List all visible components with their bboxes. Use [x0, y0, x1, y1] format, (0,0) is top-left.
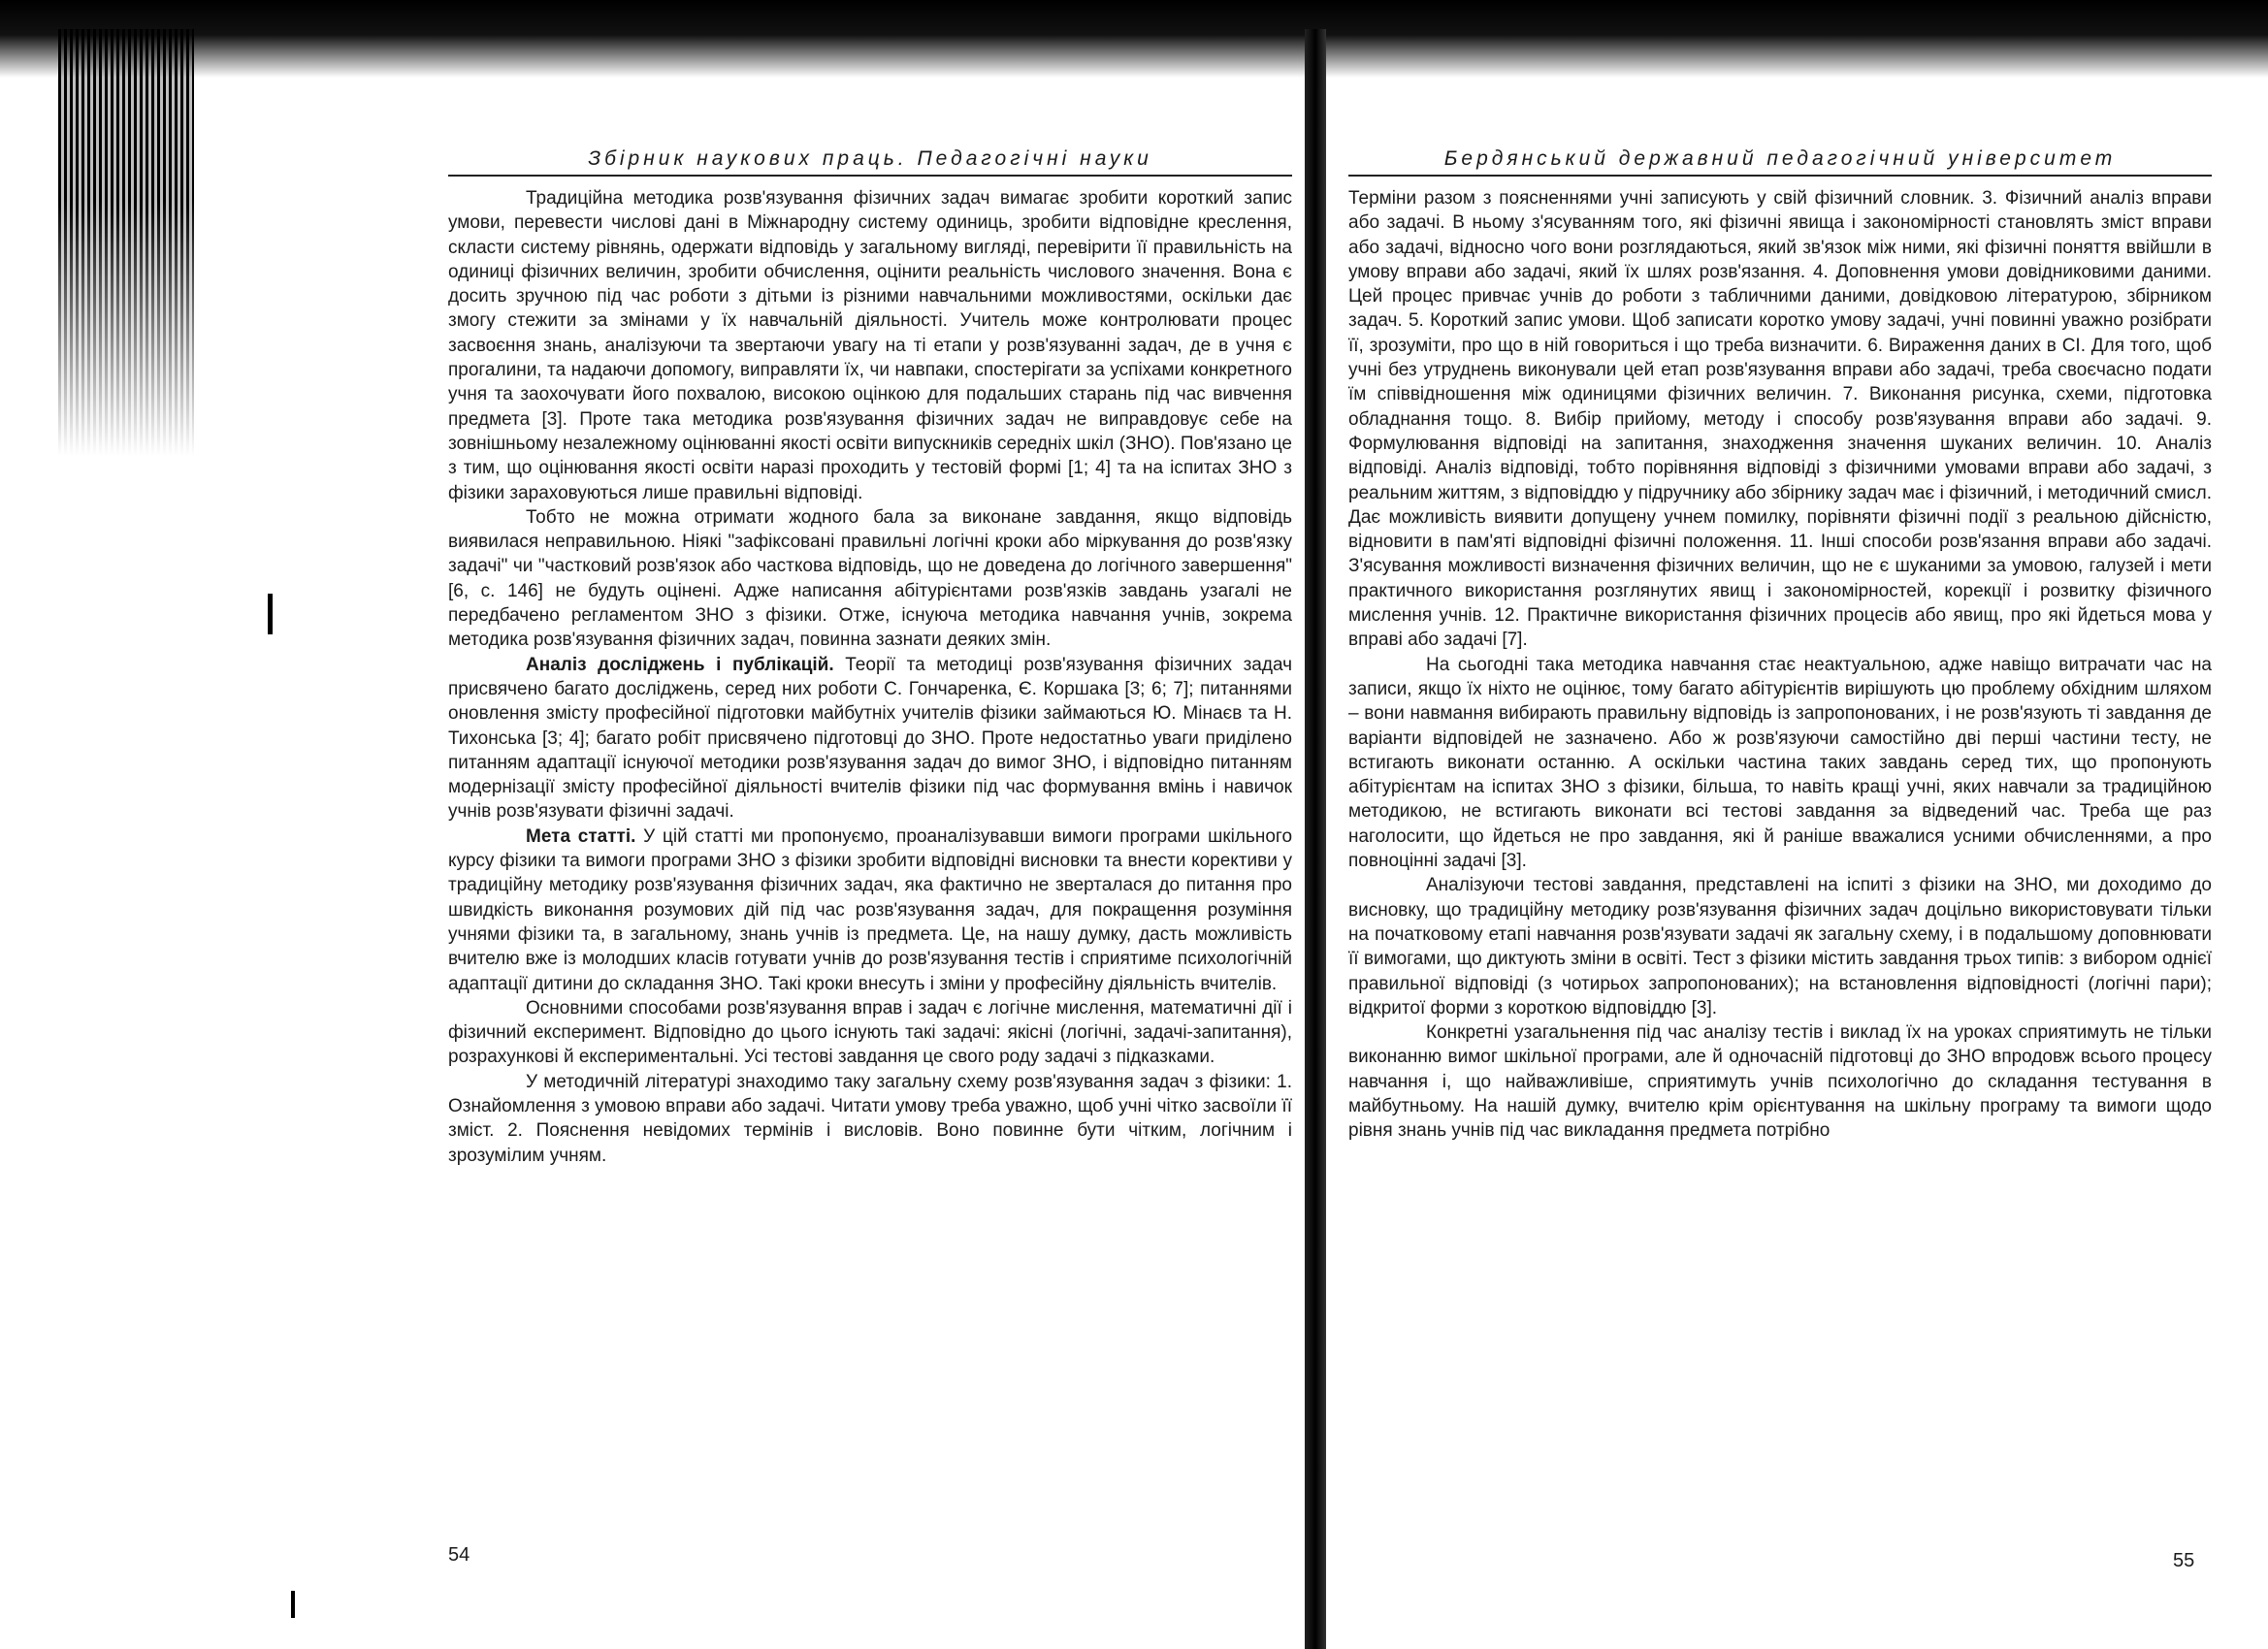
paragraph: Традиційна методика розв'язування фізичних задач вимагає зробити короткий запис умови, перевести числові дані в Міжнародну систему одиниць, зробити відповідне креслення, скласти систему рівнянь, одержати відповідь у загальному вигляді, перевірити її правильність на одиниці фізичних величин, зробити обчислення, оцінити реальність числового значення. Вона є досить зручною під час роботи з дітьми із різними навчальними можливостями, оскільки дає змогу стежити за змінами у їх навчальній діяльності. Учитель може контролювати процес засвоєння знань, аналізуючи та звертаючи увагу на ті етапи у розв'язуванні задач, де в учня є прогалини, та надаючи допомогу, виправляти їх, чи навпаки, спостерігати за успіхами конкретного учня та заохочувати його похвалою, високою оцінкою для подальших старань під час вивчення предмета [3]. Проте така методика розв'язування фізичних задач не виправдовує себе на зовнішньому незалежному оцінюванні якості освіти випускників середніх шкіл (ЗНО). Пов'язано це з тим, що оцінювання якості освіти наразі проходить у тестовій формі [1; 4] та на іспитах ЗНО з фізики зараховуються лише правильні відповіді.: [448, 188, 1292, 503]
left-page-text: [448, 186, 1292, 1168]
page-number: 55: [2173, 1550, 2195, 1571]
paragraph: На сьогодні така методика навчання стає неактуальною, адже навіщо витрачати час на записи, якщо їх ніхто не оцінює, тому багато абітурієнтів вирішують цю проблему обхідним шляхом – вони навмання вибирають правильну відповідь із запропонованих, і не розв'язують ті завдання де варіанти відповідей не зазначено. Або ж розв'язуючи самостійно дві перші частини тесту, не встигають виконати останню. А оскільки частина таких завдань серед тих, що пропонують абітурієнтам на іспитах ЗНО з фізики, більша, то навіть кращі учні, яких навчали за традиційною методикою, не встигають виконати всі тестові завдання за відведений час. Треба ще раз наголосити, що йдеться не про завдання, які й раніше вважалися усними обчисленнями, а про повноцінні задачі [3].: [1348, 654, 2212, 872]
book-spine-shadow: [1305, 29, 1326, 1649]
scan-shadow-left: [58, 29, 194, 456]
paragraph: Конкретні узагальнення під час аналізу тестів і виклад їх на уроках сприятимуть не тільки виконанню вимог шкільної програми, але й одночасній підготовці до ЗНО впродовж всього процесу навчання і, що найважливіше, сприятимуть учнів психологічно до складання тестування в майбутньому. На нашій думку, вчителю крім орієнтування на шкільну програму та вимоги щодо рівня знань учнів під час викладання предмета потрібно: [1348, 1022, 2212, 1142]
section-lead: Аналіз досліджень і публікацій.: [526, 654, 834, 675]
paragraph: [448, 653, 1292, 824]
page-number: 54: [448, 1544, 470, 1566]
scan-mark: [291, 1591, 295, 1618]
paragraph: Терміни разом з поясненнями учні записують у свій фізичний словник. 3. Фізичний аналіз вправи або задачі. В ньому з'ясуванням того, які фізичні явища і закономірності становлять зміст вправи або задачі, відносно чого вони розглядаються, який зв'язок між ними, які фізичні поняття ввійшли в умову вправи або задачі, який їх шлях розв'язання. 4. Доповнення умови довідниковими даними. Цей процес привчає учнів до роботи з табличними даними, довідковою літературою, збірником задач. 5. Короткий запис умови. Щоб записати коротко умову задачі, учні повинні уважно розібрати її, зрозуміти, про що в ній говориться і що треба визначити. 6. Вираження даних в СІ. Для того, щоб учні без утруднень виконували цей етап розв'язування вправи або задачі, треба своєчасно подати їм співвідношення між одиницями фізичних величин. 7. Виконання рисунка, схеми, підготовка обладнання тощо. 8. Вибір прийому, методу і способу розв'язування вправи або задачі. 9. Формулювання відповіді на запитання, знаходження значення шуканих величин. 10. Аналіз відповіді. Аналіз відповіді, тобто порівняння відповіді з фізичними умовами вправи або задачі, з реальним життям, з відповіддю у підручнику або збірнику задач має і фізичний, і методичний смисл. Дає можливість виявити допущену учнем помилку, порівняти фізичні події з реальною дійсністю, відновити в пам'яті відповідні фізичні положення. 11. Інші способи розв'язання вправи або задачі. З'ясування можливості визначення фізичних величин, що не є шуканими за умовою, галузей і мети практичного використання розглянутих явищ і закономірностей, корекції і розвитку фізичного мислення учнів. 12. Практичне використання фізичних процесів або явищ, про які йдеться мова у вправі або задачі [7].: [1348, 188, 2212, 651]
right-page-text: [1348, 186, 2212, 1144]
scan-mark: [268, 594, 273, 634]
paragraph-body: Теорії та методиці розв'язування фізичних задач присвячено багато досліджень, серед них роботи С. Гончаренка, Є. Коршака [3; 6; 7]; питаннями оновлення змісту професійної підготовки майбутніх учителів фізики займаються Ю. Мінаєв та Н. Тихонська [3; 4]; багато робіт присвячено підготовці до ЗНО. Проте недостатньо уваги приділено питанням адаптації існуючої методики розв'язування задач до вимог ЗНО, і відповідно питанням модернізації змісту професійної діяльності вчителів фізики під час формування вмінь і навичок учнів розв'язувати фізичні задачі.: [448, 654, 1293, 823]
right-page: [1348, 147, 2212, 1144]
left-page: [448, 147, 1292, 1168]
paragraph-body: У цій статті ми пропонуємо, проаналізувавши вимоги програми шкільного курсу фізики та вимоги програми ЗНО з фізики зробити відповідні висновки та внести корективи у традиційну методику розв'язування фізичних задач, яка фактично не зверталася до питання про швидкість виконання розумових дій під час розв'язування задач, для покращення розуміння учнями фізики та, в загальному, знань учнів із предмета. Це, на нашу думку, дасть можливість вчителю вже із молодших класів готувати учнів до розв'язування тестів і сприятиме психологічній адаптації дитини до складання ЗНО. Такі кроки внесуть і зміни у професійну діяльність вчителів.: [448, 825, 1293, 994]
paragraph: У методичній літературі знаходимо таку загальну схему розв'язування задач з фізики: 1. Ознайомлення з умовою вправи або задачі. Читати умову треба уважно, щоб учні чітко засвоїли її зміст. 2. Пояснення невідомих термінів і висловів. Воно повинне бути чітким, логічним і зрозумілим учням.: [448, 1071, 1292, 1166]
paragraph: Аналізуючи тестові завдання, представлені на іспиті з фізики на ЗНО, ми доходимо до висновку, що традиційну методику розв'язування фізичних задач доцільно використовувати тільки на початковому етапі навчання розв'язувати задачі як загальну схему, і в подальшому доповнювати її вимогами, що диктують зміни в освіті. Тест з фізики містить завдання трьох типів: з вибором однієї правильної відповіді (з чотирьох запропонованих); на встановлення відповідності (логічні пари); відкритої форми з короткою відповіддю [3].: [1348, 875, 2212, 1018]
paragraph: [448, 824, 1292, 996]
paragraph: Тобто не можна отримати жодного бала за виконане завдання, якщо відповідь виявилася неправильною. Ніякі "зафіксовані правильні логічні кроки або міркування до розв'язку задачі" чи "частковий розв'язок або часткова відповідь, що не доведена до логічного завершення" [6, с. 146] не будуть оцінені. Адже написання абітурієнтами розв'язків завдань узагалі не передбачено регламентом ЗНО з фізики. Отже, існуюча методика навчання учнів, зокрема методика розв'язування фізичних задач, повинна зазнати деяких змін.: [448, 506, 1292, 651]
section-lead: Мета статті.: [526, 825, 636, 847]
paragraph: Основними способами розв'язування вправ і задач є логічне мислення, математичні дії і фізичний експеримент. Відповідно до цього існують такі задачі: якісні (логічні, задачі-запитання), розрахункові й експериментальні. Усі тестові завдання це свого роду задачі з підказками.: [448, 997, 1292, 1068]
scan-shadow-top: [0, 0, 2268, 78]
running-head: Бердянський державний педагогічний університет: [1348, 147, 2212, 177]
running-head: Збірник наукових праць. Педагогічні науки: [448, 147, 1292, 177]
